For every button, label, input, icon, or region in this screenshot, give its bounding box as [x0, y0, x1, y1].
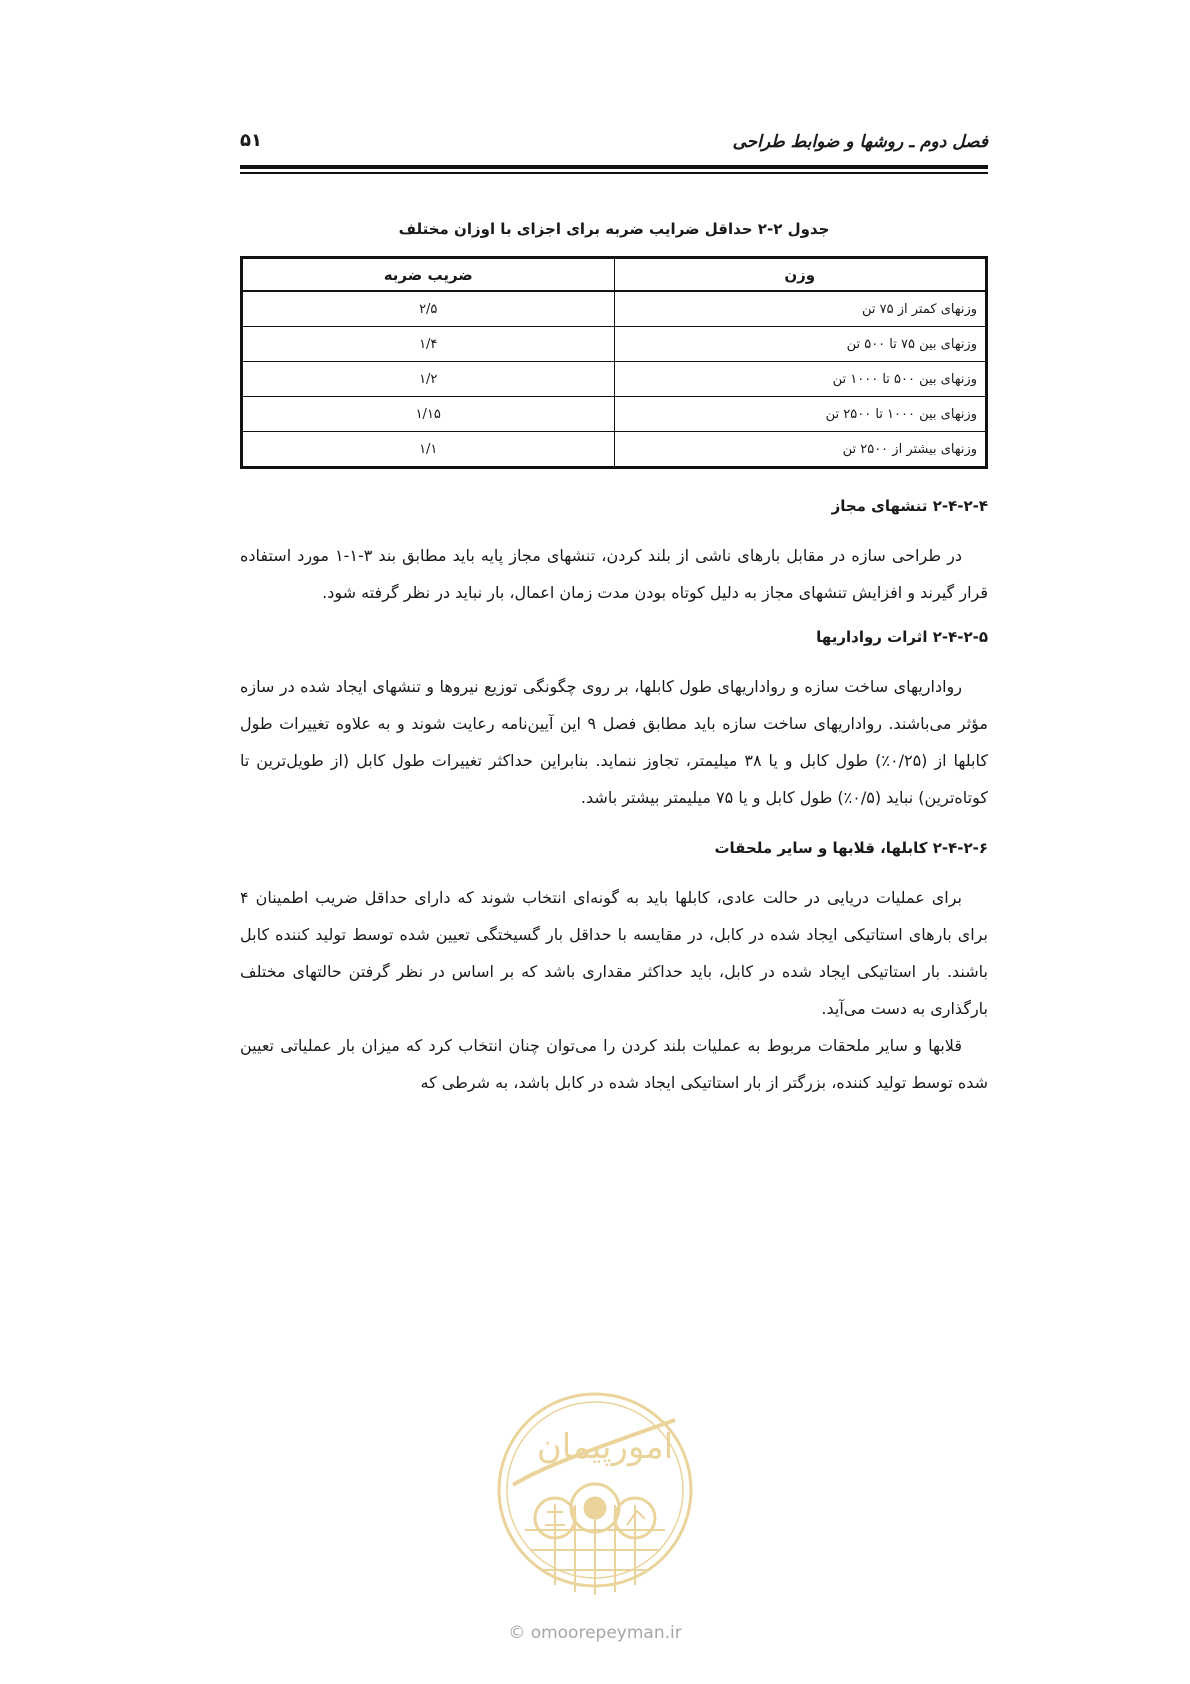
- header-weight: وزن: [614, 258, 987, 292]
- table-row: [242, 291, 987, 327]
- cell-factor: ۱/۱۵: [242, 397, 615, 432]
- table-caption: جدول ۲-۲ حداقل ضرایب ضربه برای اجزای با اوزان مختلف: [398, 220, 830, 238]
- page-header: [240, 128, 988, 168]
- chapter-title: فصل دوم ـ روشها و ضوابط طراحی: [732, 132, 988, 152]
- header-rule-thin: [240, 172, 988, 174]
- section-heading: ۲-۴-۲-۴ تنشهای مجاز: [831, 497, 988, 515]
- cell-weight: وزنهای بین ۵۰۰ تا ۱۰۰۰ تن: [614, 362, 987, 397]
- page-number: ۵۱: [240, 130, 262, 151]
- table-row: [242, 397, 987, 432]
- cell-factor: ۲/۵: [242, 291, 615, 327]
- copyright-icon: ©: [508, 1623, 526, 1643]
- table-row: [242, 432, 987, 468]
- paragraph: برای عملیات دریایی در حالت عادی، کابلها باید به گونه‌ای انتخاب شوند که دارای حداقل ضریب اطمینان ۴ برای بارهای استاتیکی ایجاد شده در کابل، در مقایسه با حداقل بار گسیختگی تعیین شده توسط تولید کننده کابل باشند. بار استاتیکی ایجاد شده در کابل، باید حداکثر مقداری باشد که بر اساس در نظر گرفتن حالتهای مختلف بارگذاری به دست می‌آید.: [240, 888, 988, 1018]
- watermark-url-text: omoorepeyman.ir: [530, 1623, 682, 1643]
- paragraph: رواداریهای ساخت سازه و رواداریهای طول کابلها، بر روی چگونگی توزیع نیروها و تنشهای ایجاد شده در سازه مؤثر می‌باشند. رواداریهای ساخت سازه باید مطابق فصل ۹ این آیین‌نامه رعایت شوند و به علاوه تغییرات طول کابلها از (۰/۲۵٪) طول کابل و یا ۳۸ میلیمتر، تجاوز ننماید. بنابراین حداکثر تغییرات طول کابل (از طویل‌ترین تا کوتاه‌ترین) نباید (۰/۵٪) طول کابل و یا ۷۵ میلیمتر بیشتر باشد.: [240, 677, 989, 807]
- table-header-row: [242, 258, 987, 292]
- cell-factor: ۱/۱: [242, 432, 615, 468]
- header-rule-thick: [240, 165, 988, 169]
- paragraph: قلابها و سایر ملحقات مربوط به عملیات بلند کردن را می‌توان چنان انتخاب کرد که میزان بار عملیاتی تعیین شده توسط تولید کننده، بزرگتر از بار استاتیکی ایجاد شده در کابل باشد، به شرطی که: [240, 1036, 988, 1092]
- section-heading: ۲-۴-۲-۶ کابلها، قلابها و سایر ملحقات: [714, 839, 988, 857]
- cell-factor: ۱/۲: [242, 362, 615, 397]
- watermark-logo: [485, 1380, 705, 1620]
- cell-weight: وزنهای بین ۷۵ تا ۵۰۰ تن: [614, 327, 987, 362]
- section-heading: ۲-۴-۲-۵ اثرات رواداریها: [816, 628, 988, 646]
- impact-factor-table: [240, 256, 988, 469]
- table-row: [242, 327, 987, 362]
- cell-weight: وزنهای بین ۱۰۰۰ تا ۲۵۰۰ تن: [614, 397, 987, 432]
- header-factor: ضریب ضربه: [242, 258, 615, 292]
- body-content: [240, 497, 988, 1101]
- cell-weight: وزنهای بیشتر از ۲۵۰۰ تن: [614, 432, 987, 468]
- cell-factor: ۱/۴: [242, 327, 615, 362]
- watermark-logo-text: امورپیمان: [536, 1427, 674, 1467]
- cell-weight: وزنهای کمتر از ۷۵ تن: [614, 291, 987, 327]
- watermark-url: [470, 1623, 720, 1643]
- paragraph: در طراحی سازه در مقابل بارهای ناشی از بلند کردن، تنشهای مجاز پایه باید مطابق بند ۳-۱-۱ مورد استفاده قرار گیرند و افزایش تنشهای مجاز به دلیل کوتاه بودن مدت زمان اعمال، بار نباید در نظر گرفته شود.: [240, 546, 988, 602]
- table-row: [242, 362, 987, 397]
